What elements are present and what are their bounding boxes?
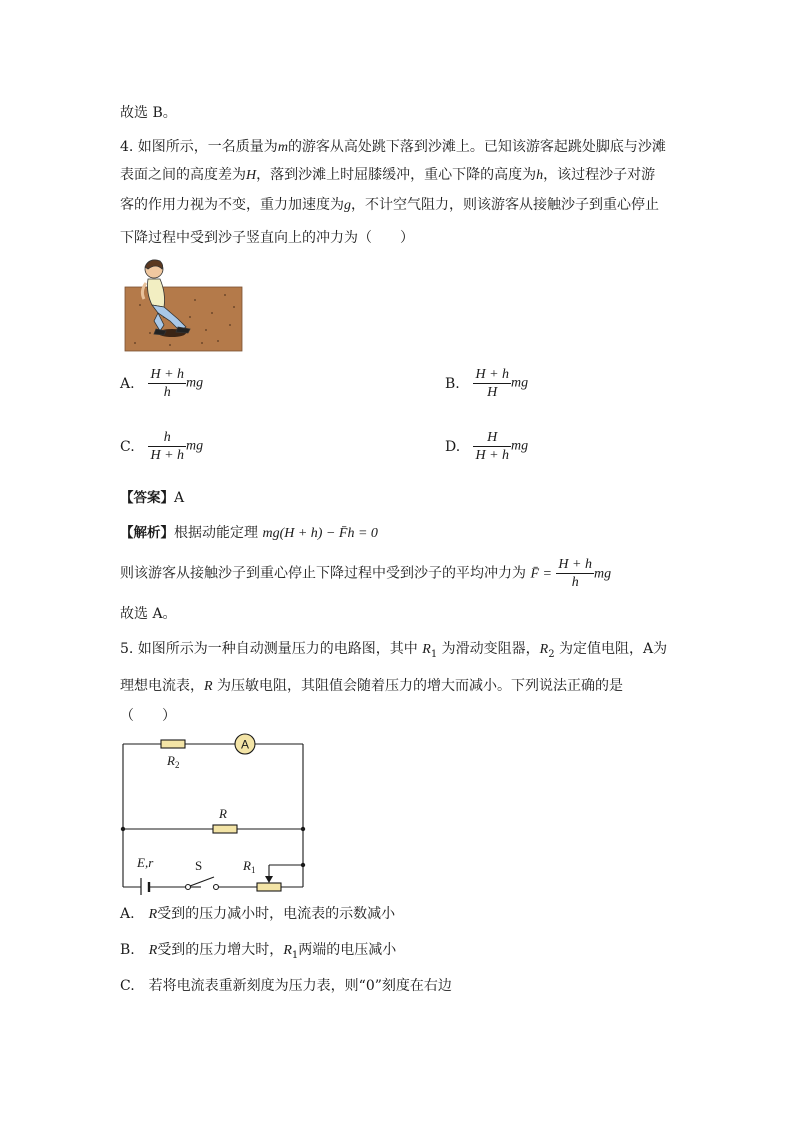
r2-label: $R_2$ <box>167 753 180 770</box>
analysis-tag: 【解析】 <box>120 525 174 541</box>
answer-value: A <box>174 490 185 506</box>
ammeter-label: A <box>240 737 250 752</box>
text-run: 两端的电压减小 <box>298 942 397 958</box>
fraction: $\frac{H + h}{h}$ <box>558 557 592 590</box>
q4-figure-tourist-on-sand <box>120 255 244 353</box>
fraction: $\frac{h}{H + h}$ <box>150 430 185 463</box>
text-run: 5. 如图所示为一种自动测量压力的电路图，其中 <box>120 641 423 657</box>
fraction: $\frac{H}{H + h}$ <box>475 430 510 463</box>
math-symbol: R <box>422 642 431 657</box>
fraction: $\frac{H + h}{h}$ <box>150 367 185 400</box>
q5-stem-line-3: （ ） <box>120 708 176 724</box>
math-symbol: R <box>204 679 213 694</box>
fraction: $\frac{H + h}{H}$ <box>475 367 510 400</box>
q4-option-b[interactable]: B. $\frac{H + h}{H}$ mg <box>445 367 529 400</box>
subscript: 2 <box>548 648 555 660</box>
prev-answer-tail: 故选 B。 <box>120 105 177 121</box>
conclusion-lhs: F̄ = <box>530 566 552 582</box>
q4-option-c[interactable]: C. $\frac{h}{H + h}$ mg <box>120 430 204 463</box>
math-symbol: R <box>148 943 158 958</box>
r-label: R <box>219 806 227 821</box>
r1-label: $R_1$ <box>243 858 256 875</box>
q4-option-a[interactable]: A. $\frac{H + h}{h}$ mg <box>120 367 204 400</box>
text-run: C. 若将电流表重新刻度为压力表，则“0”刻度在右边 <box>120 978 452 994</box>
subscript: 1 <box>291 949 299 961</box>
resistor-r <box>213 825 237 833</box>
text-run: ，落到沙滩上时屈膝缓冲，重心下降的高度为 <box>256 167 537 183</box>
text-run: 受到的压力减小时，电流表的示数减小 <box>157 906 396 922</box>
math-symbol: R <box>539 642 549 657</box>
text-run: 为滑动变阻器， <box>437 641 540 657</box>
q4-stem-line-3 <box>120 195 659 216</box>
q5-stem-line-2 <box>120 676 623 697</box>
analysis-formula: mg(H + h) − F̄h = 0 <box>262 526 378 541</box>
q4-choose: 故选 A。 <box>120 606 177 622</box>
q5-circuit-diagram <box>115 730 315 895</box>
text-run: 为压敏电阻，其阻值会随着压力的增大而减小。下列说法正确的是 <box>212 678 624 694</box>
text-run: ，不计空气阻力，则该游客从接触沙子到重心停止 <box>351 197 659 213</box>
q4-analysis <box>120 523 378 544</box>
math-symbol: m <box>277 140 288 155</box>
text-run: 理想电流表， <box>120 678 204 694</box>
conclusion-text: 则该游客从接触沙子到重心停止下降过程中受到沙子的平均冲力为 <box>120 565 526 582</box>
text-run: B. <box>120 942 149 958</box>
q5-option-b[interactable] <box>120 940 396 966</box>
text-run: 客的作用力视为不变，重力加速度为 <box>120 197 344 213</box>
subscript: 1 <box>430 648 438 660</box>
q4-conclusion: 则该游客从接触沙子到重心停止下降过程中受到沙子的平均冲力为 F̄ = $\frac{H + h}{h}$ mg <box>120 557 612 590</box>
slider-arrow <box>265 876 273 883</box>
text-run: 受到的压力增大时， <box>157 942 284 958</box>
text-run: 的游客从高处跳下落到沙滩上。已知该游客起跳处脚底与沙滩 <box>287 139 666 155</box>
text-run: 为定值电阻，A为 <box>554 641 668 657</box>
math-symbol: h <box>536 168 544 183</box>
battery <box>141 878 149 895</box>
q5-option-c[interactable] <box>120 976 452 996</box>
math-symbol: g <box>344 198 351 213</box>
q4-option-d[interactable]: D. $\frac{H}{H + h}$ mg <box>445 430 529 463</box>
q5-option-a[interactable] <box>120 904 395 925</box>
q5-stem-line-1 <box>120 639 667 665</box>
math-symbol: H <box>246 168 257 183</box>
switch-label: S <box>195 858 203 873</box>
switch <box>186 877 219 890</box>
q4-stem-line-1 <box>120 137 666 158</box>
resistor-r2 <box>161 740 185 748</box>
text-run: A. <box>120 906 149 922</box>
text-run: ，该过程沙子对游 <box>543 167 656 183</box>
text-run: 表面之间的高度差为 <box>120 167 246 183</box>
math-symbol: R <box>283 943 292 958</box>
text-run: 4. 如图所示，一名质量为 <box>120 139 278 155</box>
q4-answer <box>120 488 184 508</box>
math-symbol: R <box>148 907 158 922</box>
analysis-text: 根据动能定理 <box>174 525 258 541</box>
q4-stem-line-4: 下降过程中受到沙子竖直向上的冲力为（ ） <box>120 230 414 246</box>
rheostat-r1 <box>257 883 281 891</box>
answer-tag: 【答案】 <box>120 490 174 506</box>
q4-stem-line-2 <box>120 165 655 186</box>
source-label: E,r <box>137 855 154 870</box>
